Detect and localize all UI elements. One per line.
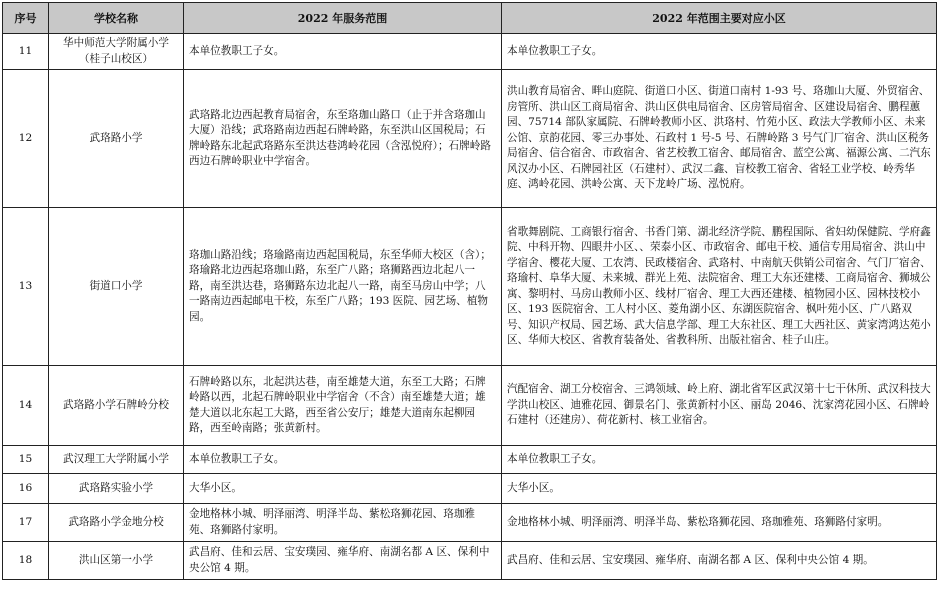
table-row [3, 542, 937, 580]
table-row [3, 34, 937, 70]
table-row [3, 208, 937, 366]
row-num: 17 [3, 504, 49, 542]
header-row [3, 3, 937, 34]
table-row [3, 446, 937, 474]
row-num: 12 [3, 70, 49, 208]
row-range: 武昌府、佳和云居、宝安璞园、雍华府、南湖名都 A 区、保利中央公馆 4 期。 [184, 542, 502, 580]
header-range: 2022 年服务范围 [184, 3, 502, 34]
row-communities: 武昌府、佳和云居、宝安璞园、雍华府、南湖名都 A 区、保利中央公馆 4 期。 [502, 542, 937, 580]
row-school: 武珞路小学石牌岭分校 [49, 366, 184, 446]
row-range: 珞珈山路沿线；珞瑜路南边西起国税局，东至华师大校区（含）；珞瑜路北边西起珞珈山路，东至广八路；珞狮路西边北起八一路，南至洪达巷，珞狮路东边北起八一路，南至马房山中学；八一路南边西起邮电干校，东至广八路；193 医院、园艺场、植物园。 [184, 208, 502, 366]
row-range: 本单位教职工子女。 [184, 446, 502, 474]
row-range: 金地格林小城、明泽丽湾、明泽半岛、紫松珞狮花园、珞珈雅苑、珞狮路付家明。 [184, 504, 502, 542]
row-school: 武珞路实验小学 [49, 474, 184, 504]
row-school: 武汉理工大学附属小学 [49, 446, 184, 474]
row-school: 洪山区第一小学 [49, 542, 184, 580]
row-num: 13 [3, 208, 49, 366]
row-communities: 洪山教育局宿舍、畔山庭院、街道口小区、街道口南村 1-93 号、珞珈山大厦、外贸宿舍、房管所、洪山区工商局宿舍、洪山区供电局宿舍、区房管局宿舍、区建设局宿舍、鹏程蕙园、75714 部队家属院、石牌岭教师小区、洪珞村、竹苑小区、政法大学教师小区、未来公馆、京韵花园、零三办事处、石政村 1 号-5 号、石牌岭路 3 号气门厂宿舍、洪山区税务局宿舍、信合宿舍、市政宿舍、省艺校教工宿舍、邮局宿舍、蓝空公寓、福源公寓、二汽东风汉办小区、石牌园社区（石建村）、武汉二鑫、盲校教工宿舍、省轻工业学校、岭秀华庭、鸿岭花园、洪岭公寓、天下龙岭广场、泓悦府。 [502, 70, 937, 208]
row-communities: 金地格林小城、明泽丽湾、明泽半岛、紫松珞狮花园、珞珈雅苑、珞狮路付家明。 [502, 504, 937, 542]
row-school: 武珞路小学 [49, 70, 184, 208]
header-school: 学校名称 [49, 3, 184, 34]
row-school: 武珞路小学金地分校 [49, 504, 184, 542]
row-school: 街道口小学 [49, 208, 184, 366]
header-communities: 2022 年范围主要对应小区 [502, 3, 937, 34]
row-num: 11 [3, 34, 49, 70]
row-num: 14 [3, 366, 49, 446]
row-num: 16 [3, 474, 49, 504]
row-communities: 本单位教职工子女。 [502, 446, 937, 474]
row-communities: 省歌舞剧院、工商银行宿舍、书香门第、湖北经济学院、鹏程国际、省妇幼保健院、学府鑫院、中科开物、四眼井小区、、荣泰小区、市政宿舍、邮电干校、通信专用局宿舍、洪山中学宿舍、樱花大厦、工农湾、民政楼宿舍、武珞村、中南航天供销公司宿舍、气门厂宿舍、珞瑜村、阜华大厦、未来城、群光上苑、法院宿舍、理工大东还建楼、工商局宿舍、狮城公寓、黎明村、马房山教师小区、线材厂宿舍、理工大西还建楼、植物园小区、园林技校小区、193 医院宿舍、工人村小区、菱角湖小区、东湖医院宿舍、枫叶苑小区、广八路双号、知识产权局、园艺场、武大信息学部、理工大东社区、理工大西社区、黄家湾鸿达苑小区、华师大校区、省教育装备处、省教科所、出版社宿舍、桂子山庄。 [502, 208, 937, 366]
row-num: 15 [3, 446, 49, 474]
row-communities: 本单位教职工子女。 [502, 34, 937, 70]
row-range: 石牌岭路以东，北起洪达巷，南至雄楚大道，东至工大路；石牌岭路以西，北起石牌岭职业中学宿舍（不含）南至雄楚大道；雄楚大道以北东起工大路，西至省公安厅；雄楚大道南东起柳园路，西至岭南路；张黄新村。 [184, 366, 502, 446]
row-range: 大华小区。 [184, 474, 502, 504]
row-range: 武珞路北边西起教育局宿舍，东至珞珈山路口（止于并含珞珈山大厦）沿线；武珞路南边西起石牌岭路，东至洪山区国税局；石牌岭路东北起武珞路东至洪达巷鸿岭花园（含泓悦府）；石牌岭路西边石牌岭职业中学宿舍。 [184, 70, 502, 208]
row-range: 本单位教职工子女。 [184, 34, 502, 70]
table-row [3, 366, 937, 446]
row-num: 18 [3, 542, 49, 580]
row-communities: 大华小区。 [502, 474, 937, 504]
school-service-range-table [2, 2, 937, 580]
table-row [3, 70, 937, 208]
table-row [3, 504, 937, 542]
row-communities: 汽配宿舍、湖工分校宿舍、三鸿领域、岭上府、湖北省军区武汉第十七干休所、武汉科技大学洪山校区、迪雅花园、御景名门、张黄新村小区、丽岛 2046、沈家湾花园小区、石牌岭石建村（还建房）、荷花新村、核工业宿舍。 [502, 366, 937, 446]
table-row [3, 474, 937, 504]
row-school: 华中师范大学附属小学（桂子山校区） [49, 34, 184, 70]
header-num: 序号 [3, 3, 49, 34]
